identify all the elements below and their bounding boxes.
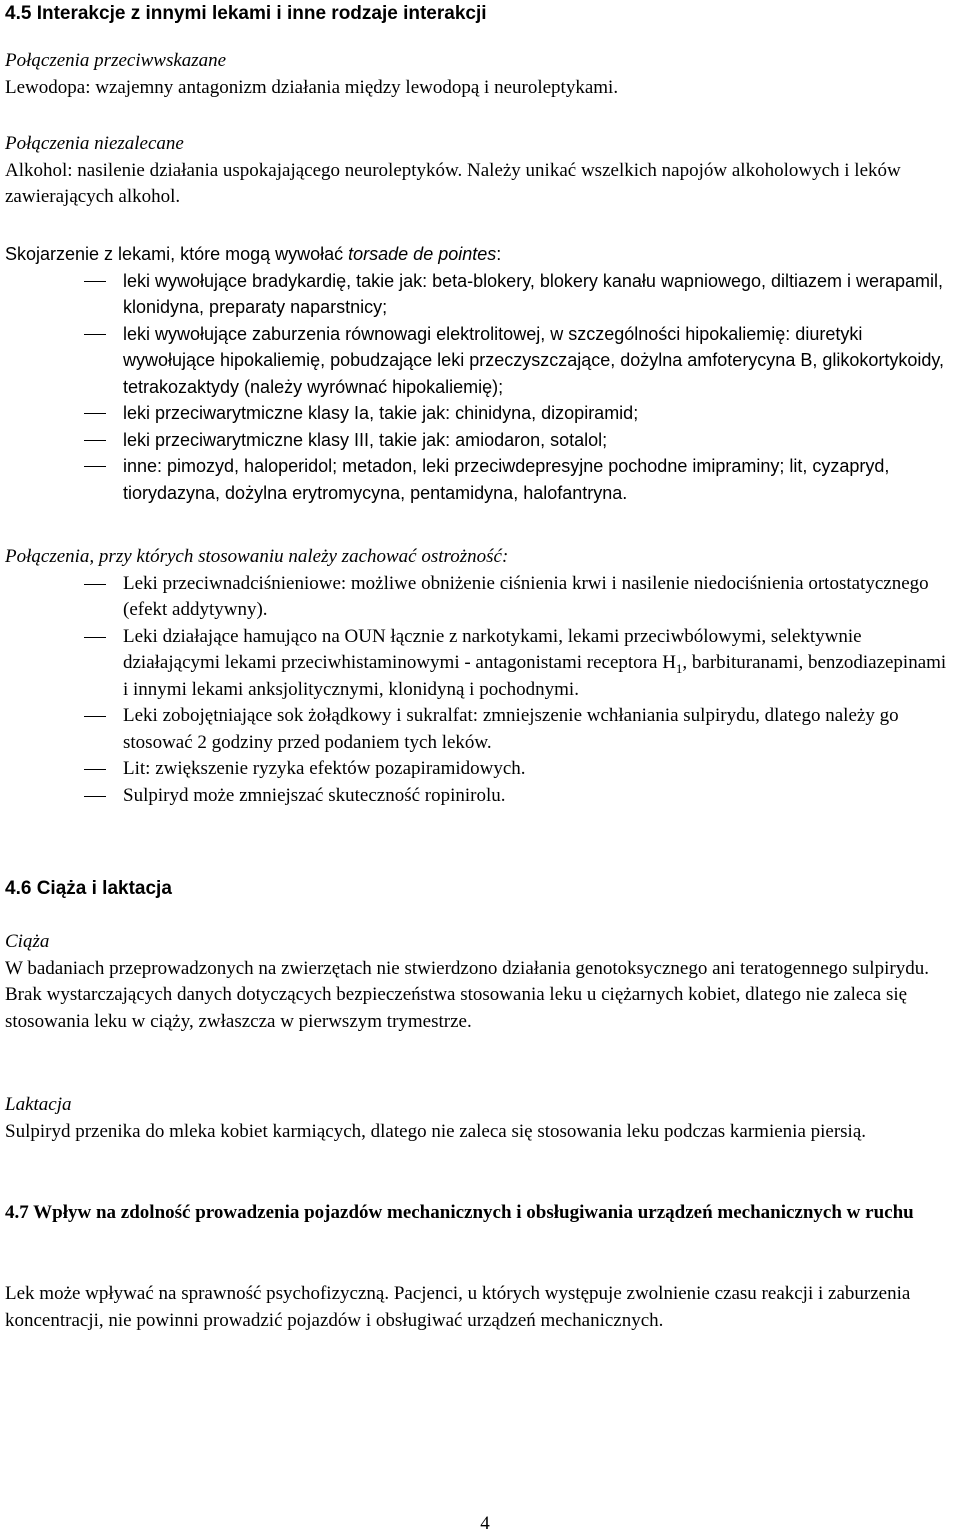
pregnancy-block: [5, 929, 955, 1035]
list-item: Lit: zwiększenie ryzyka efektów pozapiramidowych.: [5, 756, 955, 783]
contraindicated-title: Połączenia przeciwwskazane: [5, 50, 227, 71]
not-recommended-block: [5, 131, 955, 211]
caution-list: [5, 571, 955, 810]
lactation-block: [5, 1092, 955, 1145]
list-item: Leki zobojętniające sok żołądkowy i sukralfat: zmniejszenie wchłaniania sulpirydu, dlatego należy go stosować 2 godziny przed podaniem tych leków.: [5, 703, 955, 756]
torsade-list: [5, 268, 955, 507]
lactation-title: Laktacja: [5, 1094, 72, 1115]
torsade-intro: Skojarzenie z lekami, które mogą wywołać torsade de pointes:: [5, 244, 502, 264]
torsade-term: torsade de pointes: [348, 244, 497, 264]
list-item: Leki przeciwnadciśnieniowe: możliwe obniżenie ciśnienia krwi i nasilenie niedociśnienia ortostatycznego (efekt addytywny).: [5, 571, 955, 624]
contraindicated-text: Lewodopa: wzajemny antagonizm działania między lewodopą i neuroleptykami.: [5, 76, 619, 98]
section-4-5-heading: 4.5 Interakcje z innymi lekami i inne rodzaje interakcji: [5, 3, 487, 24]
not-recommended-text: Alkohol: nasilenie działania uspokajającego neuroleptyków. Należy unikać wszelkich napojów alkoholowych i leków zawierających alkohol.: [5, 159, 901, 207]
caution-block: [5, 544, 955, 809]
not-recommended-title: Połączenia niezalecane: [5, 133, 184, 154]
pregnancy-text-1: W badaniach przeprowadzonych na zwierzętach nie stwierdzono działania genotoksycznego ani teratogennego sulpirydu.: [5, 957, 929, 979]
caution-title: Połączenia, przy których stosowaniu należy zachować ostrożność:: [5, 546, 509, 567]
section-4-7-heading: 4.7 Wpływ na zdolność prowadzenia pojazdów mechanicznych i obsługiwania urządzeń mechanicznych w ruchu: [5, 1202, 914, 1223]
list-item: Leki działające hamująco na OUN łącznie z narkotykami, lekami przeciwbólowymi, selektywnie działającymi lekami przeciwhistaminowymi - antagonistami receptora $H_1$, barbituranami, benzodiazepinami i innymi lekami anksjolitycznymi, klonidyną i pochodnymi.: [5, 624, 955, 704]
list-item: Sulpiryd może zmniejszać skuteczność ropinirolu.: [5, 783, 955, 810]
torsade-block: [5, 241, 955, 506]
contraindicated-block: [5, 48, 955, 101]
list-item: leki wywołujące zaburzenia równowagi elektrolitowej, w szczególności hipokaliemię: diuretyki wywołujące hipokaliemię, pobudzające leki przeczyszczające, dożylna amfoterycyna B, glikokortykoidy, tetrakozaktydy (należy wyrównać hipokaliemię);: [5, 321, 955, 401]
page-number: 4: [480, 1513, 490, 1534]
section-4-6-heading: 4.6 Ciąża i laktacja: [5, 878, 172, 899]
pregnancy-title: Ciąża: [5, 931, 50, 952]
list-item: inne: pimozyd, haloperidol; metadon, leki przeciwdepresyjne pochodne imipraminy; lit, cyzapryd, tiorydazyna, dożylna erytromycyna, pentamidyna, halofantryna.: [5, 453, 955, 506]
list-item: leki przeciwarytmiczne klasy III, takie jak: amiodaron, sotalol;: [5, 427, 955, 454]
pregnancy-text-2: Brak wystarczających danych dotyczących bezpieczeństwa stosowania leku u ciężarnych kobiet, dlatego nie zaleca się stosowania leku w ciąży, zwłaszcza w pierwszym trymestrze.: [5, 984, 908, 1032]
list-item: leki wywołujące bradykardię, takie jak: beta-blokery, blokery kanału wapniowego, diltiazem i werapamil, klonidyna, preparaty naparstnicy;: [5, 268, 955, 321]
driving-text: Lek może wpływać na sprawność psychofizyczną. Pacjenci, u których występuje zwolnienie czasu reakcji i zaburzenia koncentracji, nie powinni prowadzić pojazdów i obsługiwać urządzeń mechanicznych.: [5, 1283, 911, 1331]
list-item: leki przeciwarytmiczne klasy Ia, takie jak: chinidyna, dizopiramid;: [5, 400, 955, 427]
lactation-text: Sulpiryd przenika do mleka kobiet karmiących, dlatego nie zaleca się stosowania leku podczas karmienia piersią.: [5, 1120, 867, 1142]
